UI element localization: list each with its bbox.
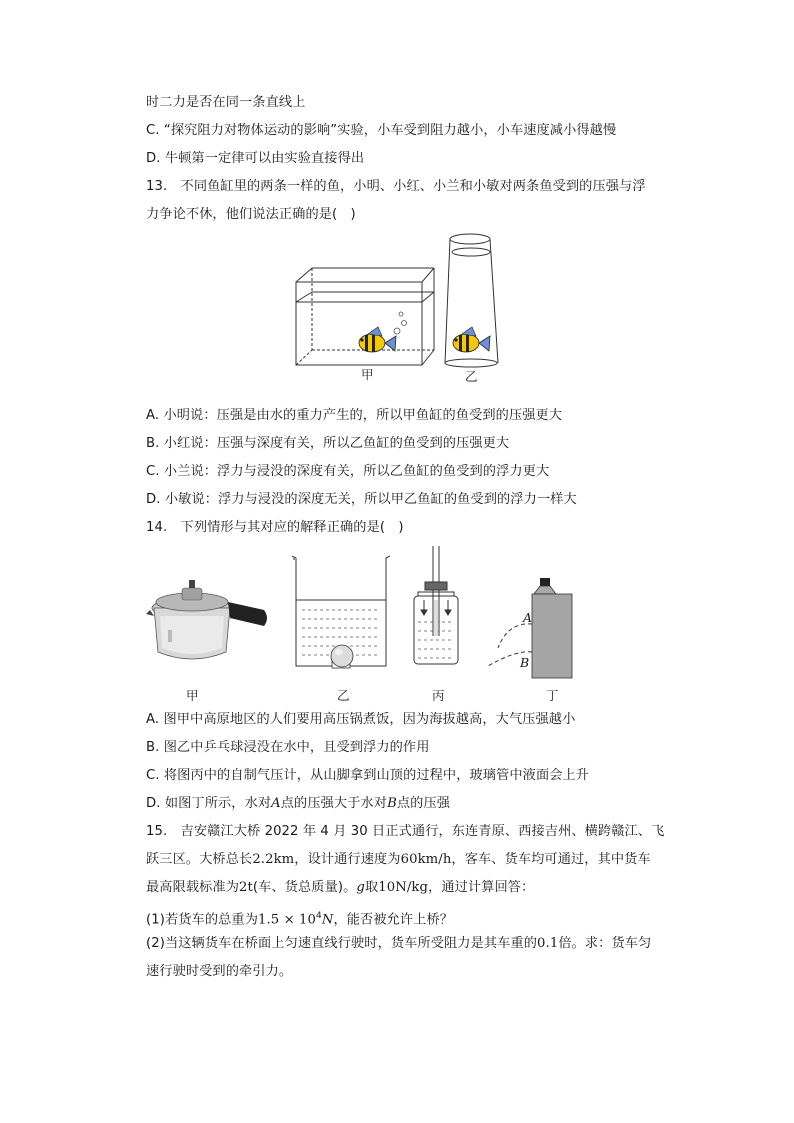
- question-14-option-d: D. 如图丁所示，水对A点的压强大于水对B点的压强: [146, 796, 451, 811]
- figure-13-label-jia: 甲: [361, 367, 374, 382]
- question-13-option-b: B. 小红说：压强与深度有关，所以乙鱼缸的鱼受到的压强更大: [146, 436, 510, 451]
- option-d-prev: D. 牛顿第一定律可以由实验直接得出: [146, 151, 365, 166]
- ping-pong-ball: [331, 645, 353, 667]
- question-14-stem: 14. 下列情形与其对应的解释正确的是( ): [146, 520, 404, 535]
- text-line: 时二力是否在同一条直线上: [146, 95, 306, 110]
- point-b-label: B: [520, 655, 530, 670]
- figure-14-label-jia: 甲: [186, 688, 199, 703]
- question-13-option-c: C. 小兰说：浮力与浸没的深度有关，所以乙鱼缸的鱼受到的浮力更大: [146, 464, 550, 479]
- question-15-stem-2: 跃三区。大桥总长2.2km，设计通行速度为60km/h，客车、货车均可通过，其中货车: [146, 852, 651, 867]
- question-13-option-a: A. 小明说：压强是由水的重力产生的，所以甲鱼缸的鱼受到的压强更大: [146, 408, 563, 423]
- figure-14-label-bing: 丙: [432, 688, 445, 703]
- question-13-option-d: D. 小敏说：浮力与浸没的深度无关，所以甲乙鱼缸的鱼受到的浮力一样大: [146, 492, 577, 507]
- question-13-stem-cont: 力争论不休，他们说法正确的是( ): [146, 207, 356, 222]
- figure-14-label-yi: 乙: [337, 688, 350, 703]
- point-a-label: A: [523, 610, 533, 625]
- question-15-part-2-cont: 速行驶时受到的牵引力。: [146, 964, 293, 979]
- question-15-stem-3: 最高限载标准为2t(车、货总质量)。g取10N/kg，通过计算回答：: [146, 880, 535, 895]
- question-14-option-b: B. 图乙中乒乓球浸没在水中，且受到浮力的作用: [146, 740, 430, 755]
- question-15-stem: 15. 吉安赣江大桥 2022 年 4 月 30 日正式通行，东连青原、西接吉州、横跨赣江、飞: [146, 824, 665, 839]
- question-14-option-c: C. 将图丙中的自制气压计，从山脚拿到山顶的过程中，玻璃管中液面会上升: [146, 768, 590, 783]
- question-15-part-1: (1)若货车的总重为$1.5 \times 10^4N$，能否被允许上桥？: [146, 911, 454, 928]
- bottle-with-holes: [532, 578, 572, 678]
- question-15-part-2: (2)当这辆货车在桥面上匀速直线行驶时，货车所受阻力是其车重的0.1倍。求：货车匀: [146, 936, 652, 951]
- pressure-cooker-image: [146, 580, 267, 659]
- question-14-option-a: A. 图甲中高原地区的人们要用高压锅煮饭，因为海拔越高，大气压强越小: [146, 712, 576, 727]
- figure-14-label-ding: 丁: [546, 688, 559, 703]
- figure-13-label-yi: 乙: [465, 369, 478, 384]
- fish-yi: [453, 327, 490, 352]
- option-c-prev: C. “探究阻力对物体运动的影响”实验，小车受到阻力越小，小车速度减小得越慢: [146, 123, 617, 138]
- question-13-stem: 13. 不同鱼缸里的两条一样的鱼，小明、小红、小兰和小敏对两条鱼受到的压强与浮: [146, 179, 646, 194]
- figure-13-fish-tanks: [290, 230, 520, 385]
